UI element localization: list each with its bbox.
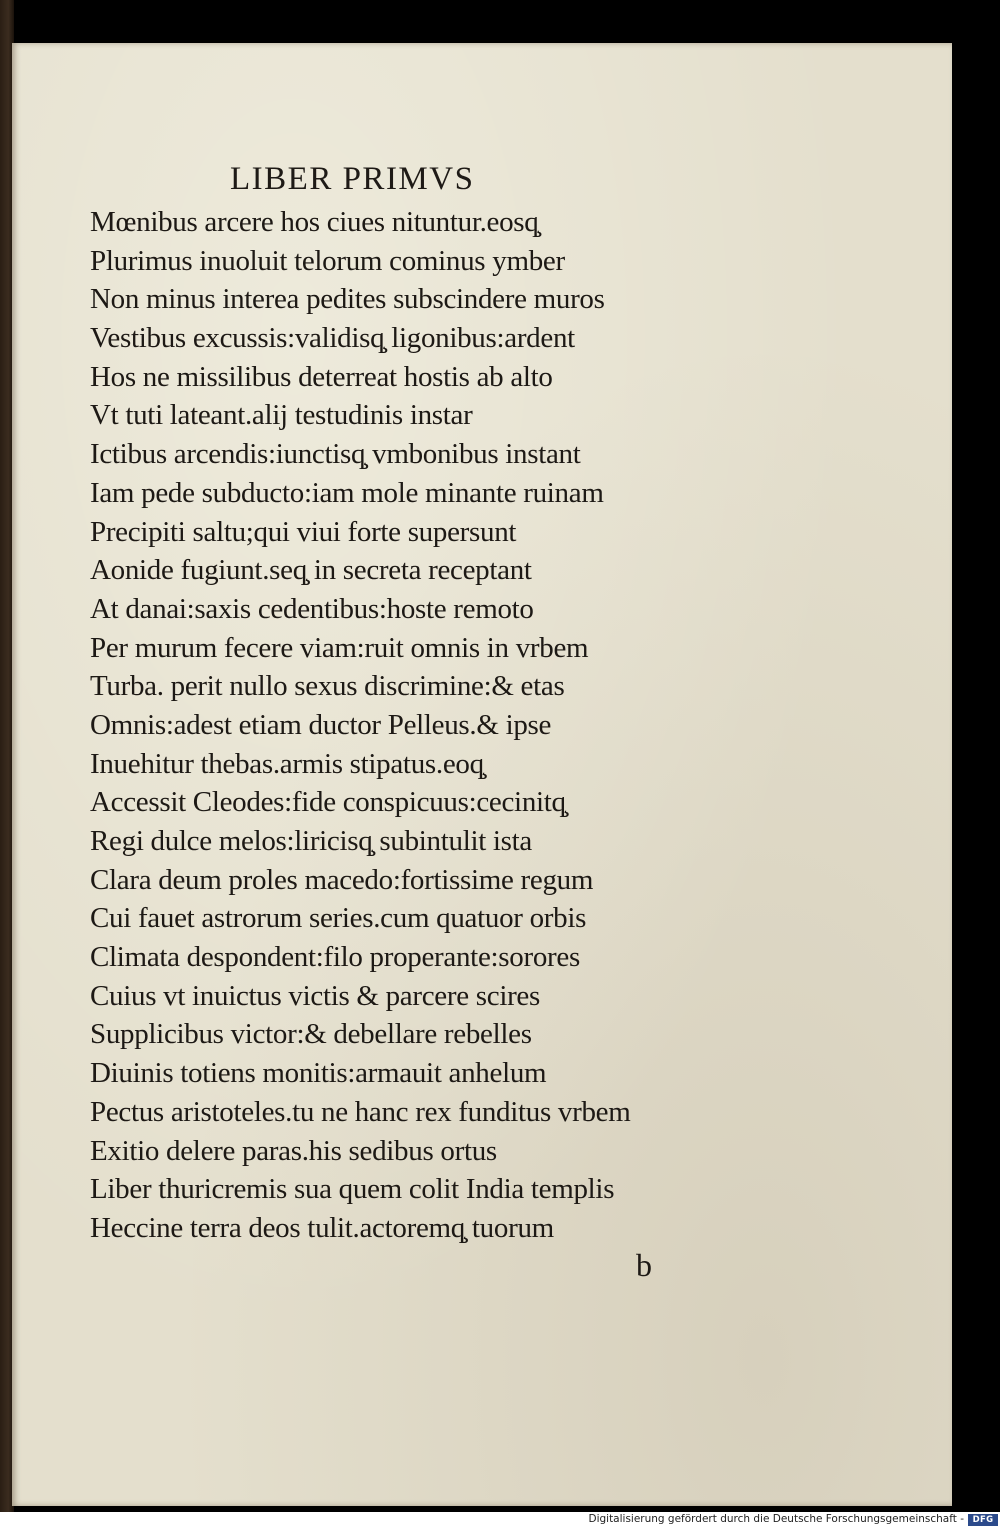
verse-line: Cuius vt inuictus victis & parcere scires [90,979,540,1012]
verse-line: Mœnibus arcere hos ciues nituntur.eosq̧ [90,206,539,238]
verse-line: Non minus interea pedites subscindere muros [90,283,605,316]
book-page [12,43,952,1506]
verse-line: Cui fauet astrorum series.cum quatuor orbis [90,902,587,935]
verse-line: Inuehitur thebas.armis stipatus.eoq̧ [90,747,484,780]
signature-mark: b [636,1247,652,1283]
verse-line: Ictibus arcendis:iunctisq̧ vmbonibus instant [90,438,581,471]
digitization-credit: Digitalisierung gefördert durch die Deutsche Forschungsgemeinschaft - [588,1513,964,1525]
verse-line: Hos ne missilibus deterreat hostis ab alto [90,360,553,393]
verse-line: Per murum fecere viam:ruit omnis in vrbem [90,631,589,664]
verse-line: Vt tuti lateant.alij testudinis instar [90,399,473,432]
dfg-logo-icon: DFG [968,1514,998,1526]
verse-line: Aonide fugiunt.seq̧ in secreta receptant [90,554,532,587]
verse-line: Vestibus excussis:validisq̧ ligonibus:ardent [90,322,575,355]
verse-line: Turba. perit nullo sexus discrimine:& etas [90,670,565,703]
verse-line: Exitio delere paras.his sedibus ortus [90,1134,497,1167]
verse-line: Supplicibus victor:& debellare rebelles [90,1018,532,1051]
verse-line: Precipiti saltu;qui viui forte supersunt [90,515,517,548]
verse-line: Clara deum proles macedo:fortissime regum [90,863,594,896]
verse-line: Heccine terra deos tulit.actoremq̧ tuorum [90,1211,554,1244]
verse-line: Regi dulce melos:liricisq̧ subintulit ista [90,825,532,857]
verse-line: Climata despondent:filo properante:sorores [90,941,580,974]
verse-line: At danai:saxis cedentibus:hoste remoto [90,592,534,625]
footer-bar [0,1512,1000,1528]
verse-line: Diuinis totiens monitis:armauit anhelum [90,1057,547,1090]
verse-line: Omnis:adest etiam ductor Pelleus.& ipse [90,708,552,741]
verse-line: Pectus aristoteles.tu ne hanc rex funditus vrbem [90,1095,631,1128]
verse-line: Liber thuricremis sua quem colit India templis [90,1173,615,1206]
verse-line: Plurimus inuoluit telorum cominus ymber [90,244,565,277]
running-head: LIBER PRIMVS [230,161,475,197]
verse-line: Iam pede subducto:iam mole minante ruinam [90,476,604,509]
verse-block [90,203,630,1248]
verse-line: Accessit Cleodes:fide conspicuus:cecinitq̧ [90,786,566,819]
